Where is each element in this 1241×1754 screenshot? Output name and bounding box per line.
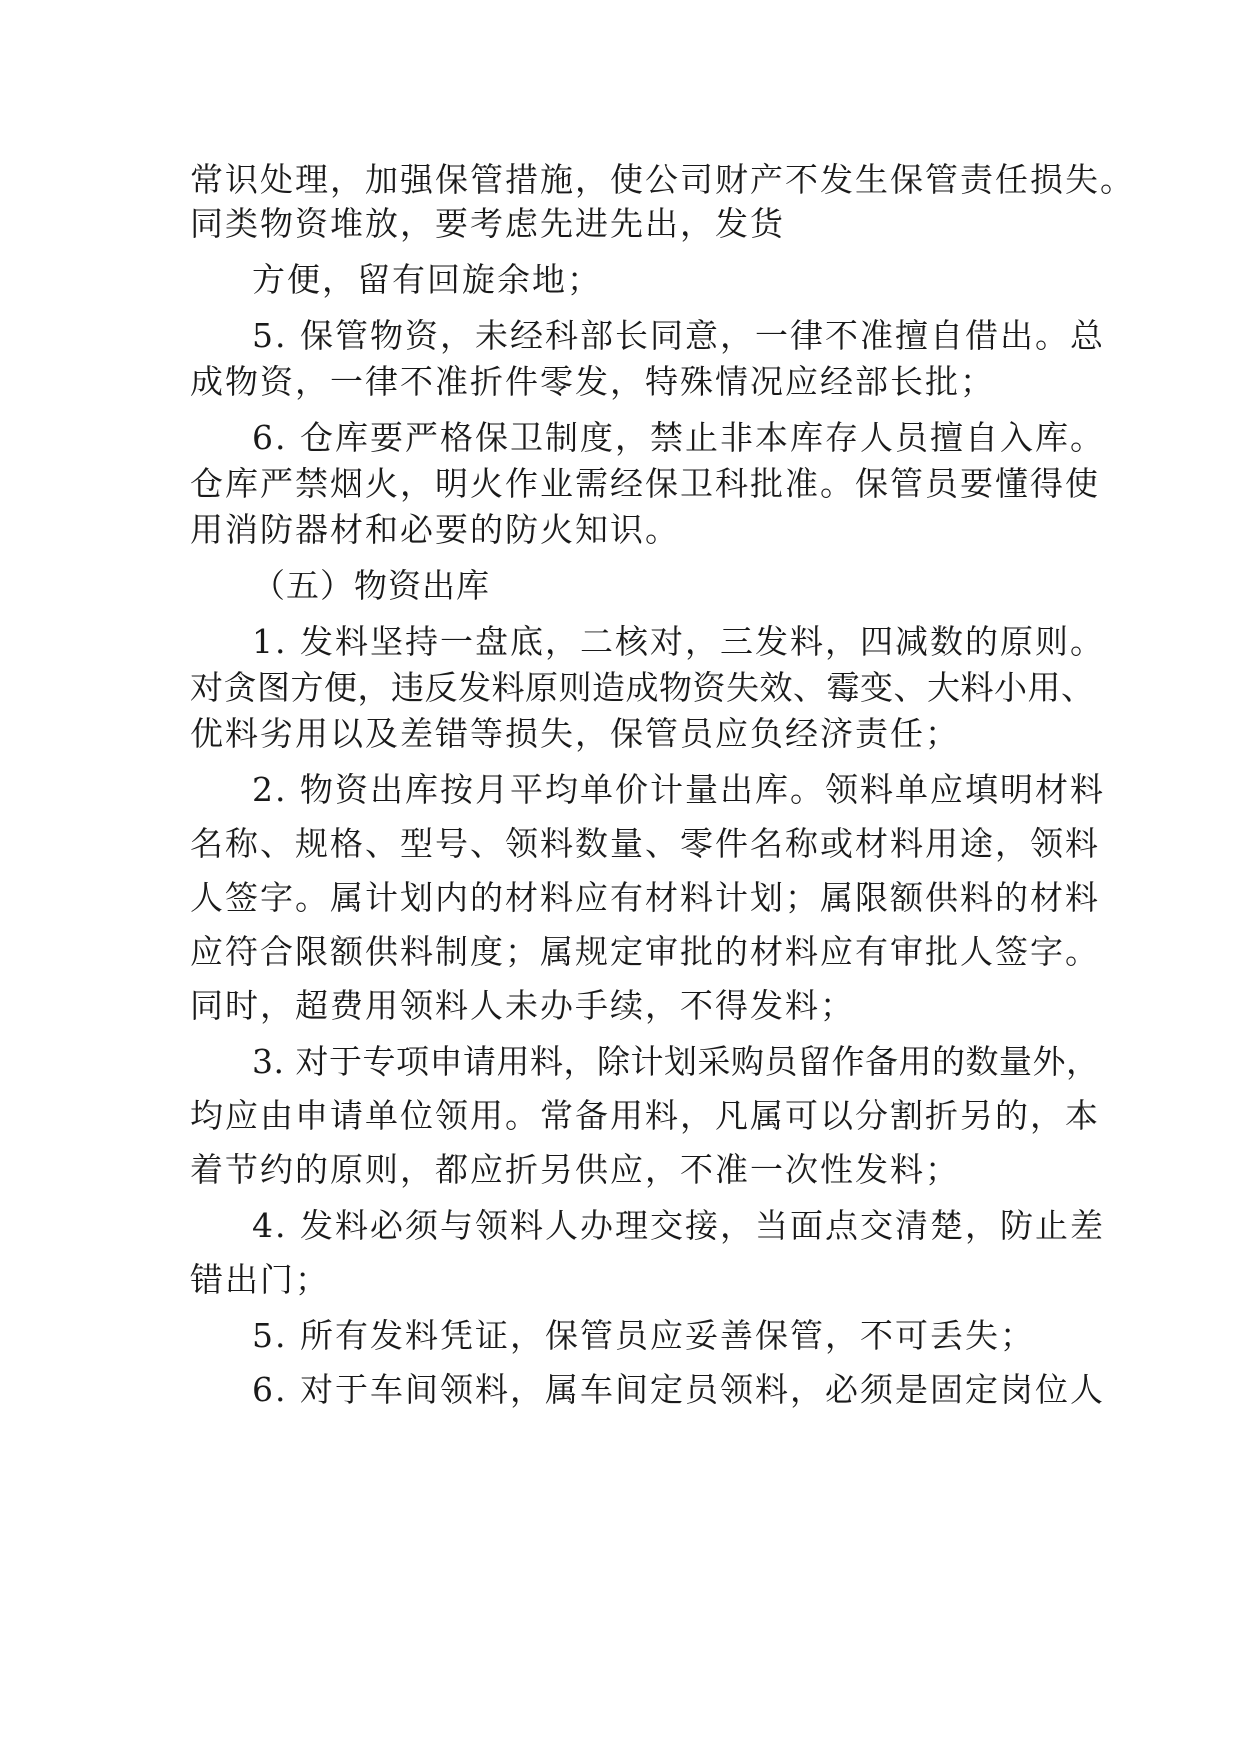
text-line-10: 1. 发料坚持一盘底，二核对，三发料，四减数的原则。 [252, 622, 1105, 661]
text-line-18: 3. 对于专项申请用料，除计划采购员留作备用的数量外， [252, 1042, 1100, 1081]
text-line-23: 5. 所有发料凭证，保管员应妥善保管，不可丢失； [252, 1316, 1035, 1355]
text-line-24: 6. 对于车间领料，属车间定员领料，必须是固定岗位人 [252, 1370, 1105, 1409]
text-line-7: 仓库严禁烟火，明火作业需经保卫科批准。保管员要懂得使 [190, 464, 1100, 503]
text-line-5: 成物资，一律不准折件零发，特殊情况应经部长批； [190, 362, 995, 401]
text-line-16: 应符合限额供料制度；属规定审批的材料应有审批人签字。 [190, 932, 1100, 971]
text-line-13: 2. 物资出库按月平均单价计量出库。领料单应填明材料 [252, 770, 1105, 809]
text-line-17: 同时，超费用领料人未办手续，不得发料； [190, 986, 855, 1025]
text-line-8: 用消防器材和必要的防火知识。 [190, 510, 680, 549]
text-line-2: 同类物资堆放，要考虑先进先出，发货 [190, 204, 785, 243]
text-line-3: 方便，留有回旋余地； [252, 260, 602, 299]
text-line-21: 4. 发料必须与领料人办理交接，当面点交清楚，防止差 [252, 1206, 1105, 1245]
text-line-22: 错出门； [190, 1260, 330, 1299]
section-heading: （五）物资出库 [252, 566, 490, 605]
text-line-20: 着节约的原则，都应折另供应，不准一次性发料； [190, 1150, 960, 1189]
text-line-14: 名称、规格、型号、领料数量、零件名称或材料用途，领料 [190, 824, 1100, 863]
text-line-4: 5. 保管物资，未经科部长同意，一律不准擅自借出。总 [252, 316, 1105, 355]
text-line-6: 6. 仓库要严格保卫制度，禁止非本库存人员擅自入库。 [252, 418, 1105, 457]
text-line-1: 常识处理，加强保管措施，使公司财产不发生保管责任损失。 [190, 160, 1135, 199]
text-line-15: 人签字。属计划内的材料应有材料计划；属限额供料的材料 [190, 878, 1100, 917]
text-line-11: 对贪图方便，违反发料原则造成物资失效、霉变、大料小用、 [190, 668, 1095, 707]
text-line-12: 优料劣用以及差错等损失，保管员应负经济责任； [190, 714, 960, 753]
text-line-19: 均应由申请单位领用。常备用料，凡属可以分割折另的，本 [190, 1096, 1100, 1135]
